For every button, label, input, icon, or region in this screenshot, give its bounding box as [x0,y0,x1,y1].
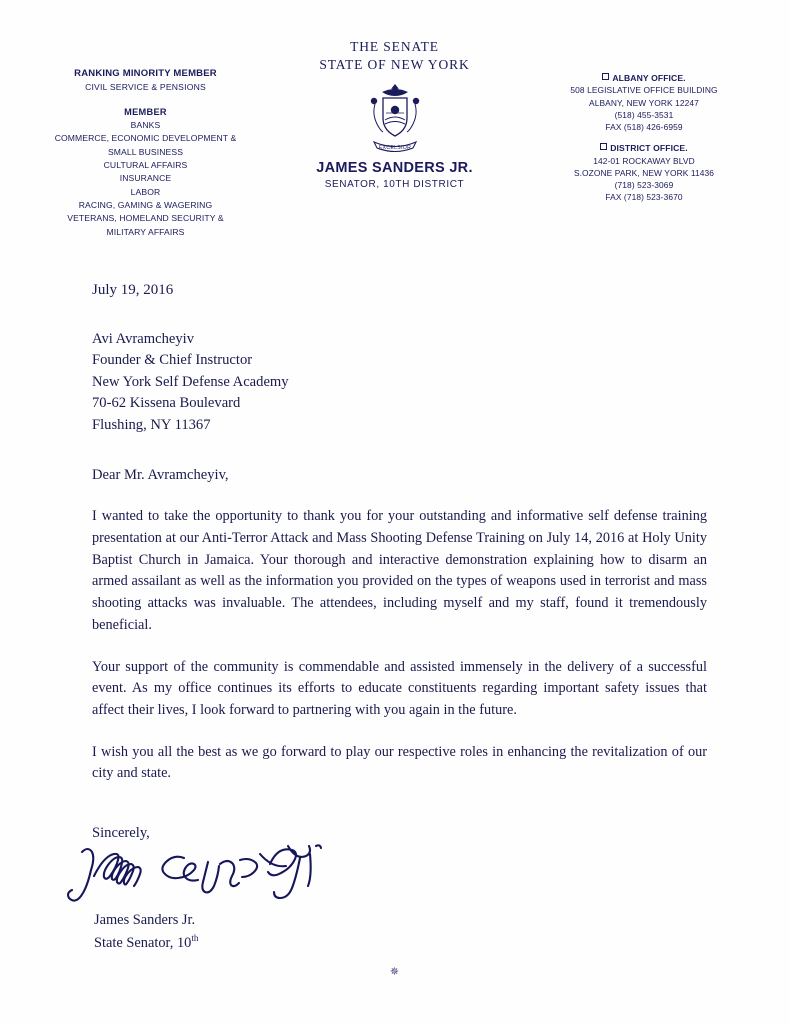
new-york-state-seal-icon [362,80,428,158]
ranking-member-committee: CIVIL SERVICE & PENSIONS [85,81,206,92]
recipient-organization: New York Self Defense Academy [92,373,289,390]
albany-office-line: FAX (518) 426-6959 [605,122,683,133]
albany-office-title: ALBANY OFFICE. [529,72,759,84]
letterhead-center [250,38,540,190]
albany-office-line: 508 LEGISLATIVE OFFICE BUILDING [570,85,718,96]
svg-text:EXCELSIOR: EXCELSIOR [378,145,411,152]
albany-office-line: (518) 455-3531 [614,109,674,120]
district-office-title: DISTRICT OFFICE. [529,142,759,154]
albany-office-block [529,72,759,133]
committee-item: BANKS [130,120,161,131]
senator-name: JAMES SANDERS JR. [316,160,473,177]
committee-item: VETERANS, HOMELAND SECURITY & [67,213,224,224]
bullet-square-icon [600,143,607,150]
district-office-line: 142-01 ROCKAWAY BLVD [593,155,695,166]
recipient-street: 70-62 Kissena Boulevard [92,395,241,412]
bullet-square-icon [602,73,609,80]
district-office-line: S.OZONE PARK, NEW YORK 11436 [573,167,715,178]
senator-district: SENATOR, 10TH DISTRICT [324,179,465,191]
signature-zone [92,844,707,910]
recipient-title: Founder & Chief Instructor [92,352,253,369]
recipient-name: Avi Avramcheyiv [92,331,194,347]
committee-item: COMMERCE, ECONOMIC DEVELOPMENT & [54,133,237,144]
signer-title-ordinal: th [191,932,199,943]
member-heading: MEMBER [124,106,167,117]
committee-item: RACING, GAMING & WAGERING [78,200,213,211]
committee-item: CULTURAL AFFAIRS [103,160,188,171]
recipient-address-block [92,329,707,436]
letterhead-committees [18,68,273,238]
handwritten-signature [64,840,334,917]
footer-mark: ✵ [389,966,400,978]
committee-item: LABOR [130,186,161,197]
district-office-block [529,142,759,203]
letterhead-offices [529,72,759,203]
letter-body [92,282,707,954]
signer-title: State Senator, 10th [94,932,199,951]
closing: Sincerely, [92,825,150,842]
letterhead [0,38,789,238]
signer-name: James Sanders Jr. [94,912,196,929]
senate-line-2: STATE OF NEW YORK [319,57,470,73]
district-office-line: (718) 523-3069 [614,180,674,191]
letter-date: July 19, 2016 [92,282,174,298]
body-paragraph: Your support of the community is commendable and assisted immensely in the delivery of a successful event. As my office continues its efforts to educate constituents regarding important safety issues that affect their lives, I look forward to partnering with you again in the future. [92,658,707,718]
salutation: Dear Mr. Avramcheyiv, [92,467,229,484]
committee-item: SMALL BUSINESS [107,146,184,157]
body-paragraph: I wanted to take the opportunity to thank you for your outstanding and informative self defense training presentation at our Anti-Terror Attack and Mass Shooting Defense Training on July 14, 2016 at Holy Unity Baptist Church in Jamaica. Your thorough and interactive demonstration explaining how to disarm an armed assailant as well as the information you provided on the types of weapons used in terrorist and mass shooting attacks was invaluable. The attendees, including myself and my staff, found it tremendously beneficial. [92,508,707,633]
ranking-member-role: RANKING MINORITY MEMBER [74,68,217,79]
senate-line-1: THE SENATE [350,39,439,54]
committee-item: INSURANCE [119,173,172,184]
recipient-city-state-zip: Flushing, NY 11367 [92,416,211,433]
body-paragraph: I wish you all the best as we go forward to play our respective roles in enhancing the revitalization of our city and state. [92,743,707,782]
albany-office-line: ALBANY, NEW YORK 12247 [589,97,699,108]
district-office-line: FAX (718) 523-3670 [605,192,683,203]
committee-item: MILITARY AFFAIRS [106,226,185,237]
